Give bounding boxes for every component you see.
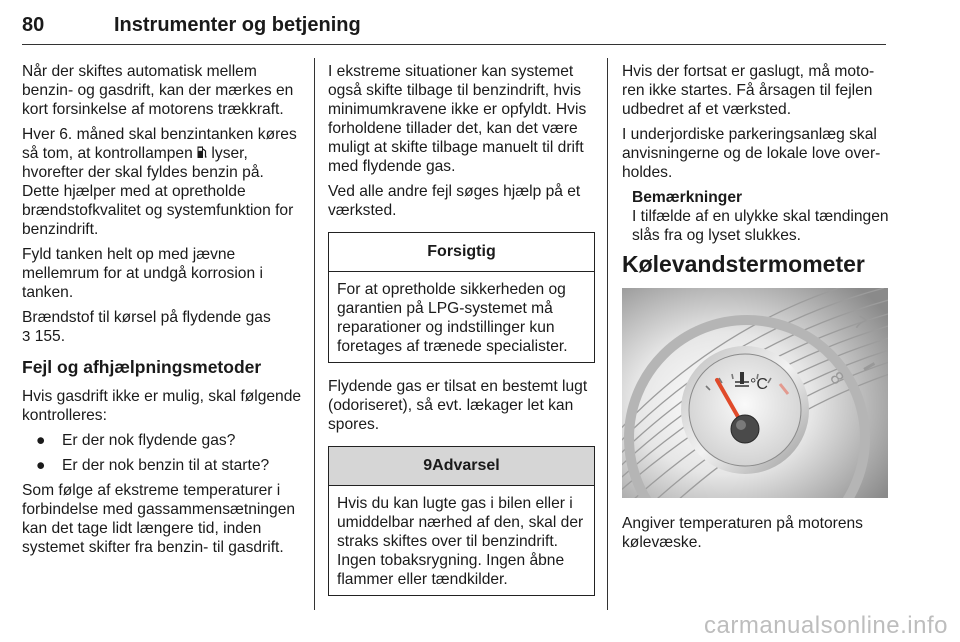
paragraph [22,125,302,239]
paragraph: Fyld tanken helt op med jævne mellemrum for at undgå korrosion i tanken. [22,246,263,301]
note-title: Bemærkninger [632,189,743,206]
warning-box [328,446,595,596]
page-number: 80 [22,14,45,36]
paragraph: Når der skiftes automatisk mellem benzin- og gasdrift, kan der mærkes en kort forsinkelse af motorens trækkraft. [22,63,294,118]
column-divider [314,58,315,610]
paragraph: Ved alle andre fejl søges hjælp på et værksted. [328,183,581,219]
list-item [22,456,302,475]
warning-text: Hvis du kan lugte gas i bilen eller i umiddelbar nærhed af den, skal der straks skiftes over til benzindrift. Ingen tobaksrygning. Ingen åbne flammer eller tændkilder. [337,495,584,588]
list-item [22,431,302,450]
paragraph-text: lyser, hvorefter der skal fyldes benzin på. Dette hjælper med at opretholde brændstofkvalitet og systemfunktion for benzindrift. [22,145,294,238]
page-header [22,4,886,45]
fuel-pump-icon [197,146,207,159]
warning-icon: 9 [423,457,433,474]
note [622,188,890,245]
section-heading: Kølevandstermometer [622,251,865,277]
subheading: Fejl og afhjælpningsmetoder [22,357,262,377]
list-item-text: Er der nok flydende gas? [62,432,236,449]
paragraph: I underjordiske parkeringsanlæg skal anvisningerne og de lokale love overholdes. [622,126,881,181]
watermark: carmanualsonline.info [704,612,948,639]
paragraph: Som følge af ekstreme temperaturer i forbindelse med gassammensætningen kan det tage lidt længere tid, inden systemet skifter fra benzin- til gasdrift. [22,482,296,556]
bullet-icon: ● [36,457,46,474]
column-middle [328,62,595,610]
bullet-icon: ● [36,432,46,449]
page-reference[interactable]: 155. [34,328,66,345]
paragraph [22,308,302,346]
needle-hub-highlight [736,420,746,430]
warning-header [329,447,594,486]
paragraph-text: Hver 6. måned skal benzintanken køres så tom, at kontrollampen [22,126,297,162]
figure-caption: Angiver temperaturen på motorens kølevæske. [622,515,863,551]
column-divider [607,58,608,610]
paragraph: Hvis der fortsat er gaslugt, må motoren ikke startes. Få årsagen til fejlen udbedret af et værksted. [622,63,875,118]
bullet-list [22,431,302,475]
page-reference-icon[interactable]: 3 [22,328,31,345]
gauge-unit-label: °C [750,376,768,393]
paragraph: I ekstreme situationer kan systemet også skifte tilbage til benzindrift, hvis minimumkravene ikke er opfyldt. Hvis forholdene tillader det, kan det være muligt at skifte tilbage manuelt til drift med flydende gas. [328,63,587,175]
list-item-text: Er der nok benzin til at starte? [62,457,270,474]
caution-text: For at opretholde sikkerheden og garantien på LPG-systemet må reparationer og indstillinger kun foretages af trænede specialister. [337,281,568,355]
speedo-digit: 8 [826,367,848,389]
coolant-gauge-image [622,288,888,498]
column-left [22,62,302,563]
gauge-face [689,354,801,466]
paragraph: Hvis gasdrift ikke er mulig, skal følgende kontrolleres: [22,388,302,424]
note-text: I tilfælde af en ulykke skal tændingen slås fra og lyset slukkes. [632,208,889,244]
paragraph: Flydende gas er tilsat en bestemt lugt (odoriseret), så evt. lækager let kan spores. [328,378,588,433]
warning-title: Advarsel [432,457,500,474]
speedo-digit: 7 [850,311,870,335]
section-title: Instrumenter og betjening [114,14,361,36]
paragraph-text: Brændstof til kørsel på flydende gas [22,309,271,326]
caution-box [328,232,595,363]
needle-hub [731,415,759,443]
caution-title: Forsigtig [329,233,594,272]
column-right [622,62,890,558]
